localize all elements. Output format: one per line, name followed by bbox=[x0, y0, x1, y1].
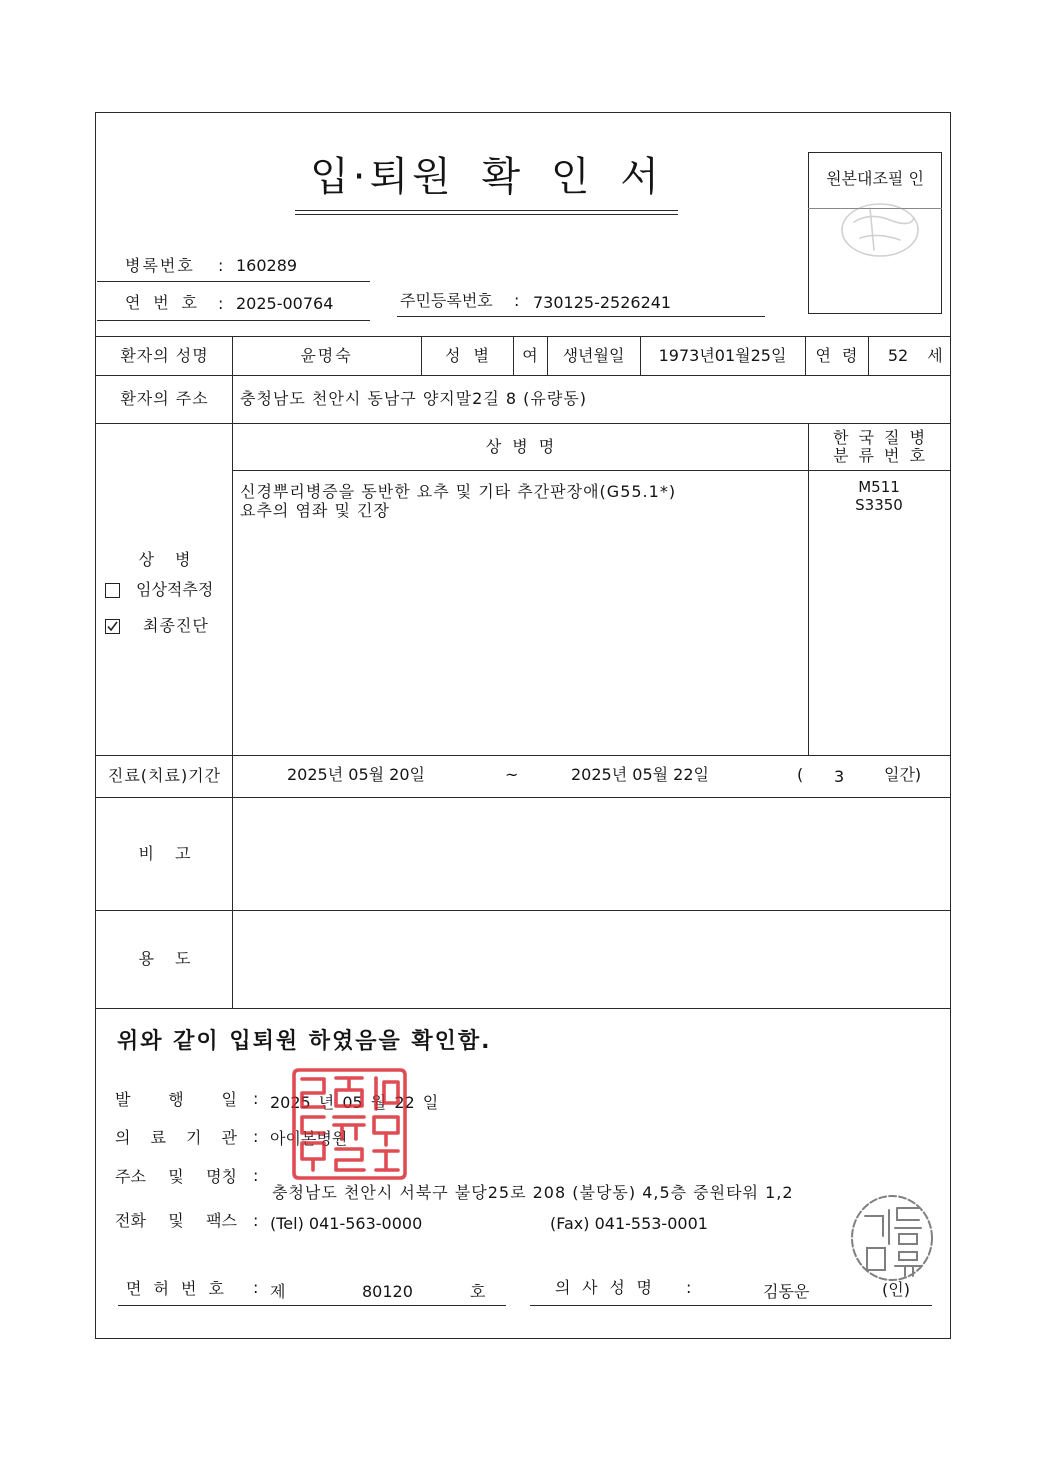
certification-statement: 위와 같이 입퇴원 하였음을 확인함. bbox=[117, 1029, 492, 1054]
record-no-value: 160289 bbox=[236, 256, 298, 275]
doctor-seal bbox=[845, 1190, 940, 1290]
institution-address-colon: : bbox=[253, 1166, 259, 1185]
check-icon bbox=[106, 620, 119, 633]
title-underline-top bbox=[295, 210, 678, 211]
doctor-colon: : bbox=[686, 1278, 692, 1297]
license-prefix: 제 bbox=[270, 1282, 286, 1301]
age-value: 52 bbox=[887, 345, 909, 365]
final-diagnosis-label: 최종진단 bbox=[143, 616, 209, 635]
doctor-label: 의 사 성 명 bbox=[555, 1278, 652, 1297]
patient-name-label: 환자의 성명 bbox=[120, 345, 209, 365]
treatment-start-date: 2025년 05월 20일 bbox=[287, 765, 425, 784]
patient-address: 충청남도 천안시 동남구 양지말2길 8 (유량동) bbox=[240, 389, 588, 409]
resident-no-label: 주민등록번호 bbox=[400, 291, 493, 310]
purpose-label: 용 도 bbox=[138, 949, 191, 969]
issue-date-colon: : bbox=[253, 1089, 259, 1108]
license-label: 면 허 번 호 bbox=[126, 1279, 224, 1298]
original-check-label: 원본대조필 인 bbox=[826, 169, 924, 189]
final-diagnosis-checkbox bbox=[105, 619, 120, 634]
tel-value: (Tel) 041-563-0000 bbox=[270, 1214, 423, 1233]
treatment-period-separator: ~ bbox=[505, 765, 519, 784]
record-no-colon: : bbox=[218, 256, 224, 275]
issue-date-value: 2025 년 05 월 22 일 bbox=[270, 1093, 439, 1112]
doctor-name: 김동운 bbox=[763, 1282, 810, 1301]
table-line bbox=[232, 470, 951, 471]
contact-label: 전화 및 팩스 bbox=[115, 1211, 237, 1230]
serial-no-value: 2025-00764 bbox=[236, 294, 334, 313]
resident-no-colon: : bbox=[514, 291, 520, 310]
kcd-header-line1: 한 국 질 병 bbox=[832, 427, 926, 447]
table-column-line bbox=[868, 336, 869, 375]
sex-value: 여 bbox=[522, 345, 538, 365]
issue-date-label: 발 행 일 bbox=[115, 1090, 237, 1109]
doctor-underline bbox=[530, 1305, 932, 1306]
table-line bbox=[95, 1008, 951, 1009]
days-open-paren: ( bbox=[797, 765, 804, 784]
table-column-line bbox=[808, 423, 809, 755]
fax-value: (Fax) 041-553-0001 bbox=[550, 1214, 708, 1233]
patient-address-label: 환자의 주소 bbox=[120, 389, 209, 409]
diagnosis-item-name: 요추의 염좌 및 긴장 bbox=[240, 501, 390, 520]
record-no-label: 병록번호 bbox=[125, 256, 195, 275]
diagnosis-name-header: 상 병 명 bbox=[485, 436, 555, 456]
treatment-days: 3 bbox=[834, 767, 845, 786]
resident-no-value: 730125-2526241 bbox=[533, 293, 672, 312]
diagnosis-item-name: 신경뿌리병증을 동반한 요추 및 기타 추간판장애(G55.1*) bbox=[240, 482, 677, 501]
treatment-days-unit: 일간) bbox=[884, 765, 922, 784]
doctor-seal-mark: (인) bbox=[882, 1280, 910, 1299]
license-suffix: 호 bbox=[470, 1282, 486, 1301]
title-underline-bottom bbox=[295, 214, 678, 215]
clinical-estimate-checkbox bbox=[105, 583, 120, 598]
institution-value: 아이본병원 bbox=[270, 1129, 348, 1148]
sex-label: 성 별 bbox=[445, 345, 489, 365]
treatment-end-date: 2025년 05월 22일 bbox=[571, 765, 709, 784]
document-title: 입·퇴원 확 인 서 bbox=[310, 154, 663, 200]
remarks-label: 비 고 bbox=[138, 843, 191, 863]
birth-value: 1973년01월25일 bbox=[658, 345, 787, 365]
patient-name: 윤명숙 bbox=[300, 345, 353, 365]
clinical-estimate-label: 임상적추정 bbox=[136, 580, 214, 599]
license-colon: : bbox=[253, 1278, 259, 1297]
age-unit: 세 bbox=[927, 345, 943, 365]
kcd-header-line2: 분 류 번 호 bbox=[832, 445, 926, 465]
serial-no-label: 연 번 호 bbox=[125, 293, 197, 312]
hospital-seal bbox=[284, 1063, 414, 1185]
diagnosis-item-code: M511 bbox=[858, 478, 900, 496]
contact-colon: : bbox=[253, 1211, 259, 1230]
license-underline bbox=[118, 1305, 506, 1306]
resident-no-underline bbox=[397, 316, 765, 317]
institution-label: 의 료 기 관 bbox=[115, 1128, 237, 1147]
institution-address-label: 주소 및 명칭 bbox=[115, 1167, 237, 1186]
license-number: 80120 bbox=[362, 1282, 413, 1301]
diagnosis-section-label: 상 병 bbox=[138, 550, 191, 570]
institution-colon: : bbox=[253, 1127, 259, 1146]
original-check-stamp bbox=[830, 192, 926, 262]
diagnosis-item-code: S3350 bbox=[855, 496, 903, 514]
institution-address-value: 충청남도 천안시 서북구 불당25로 208 (불당동) 4,5층 중원타워 1,2 bbox=[272, 1183, 794, 1202]
birth-label: 생년월일 bbox=[562, 345, 625, 365]
age-label: 연 령 bbox=[815, 345, 858, 365]
serial-no-underline bbox=[97, 320, 370, 321]
record-no-underline bbox=[97, 281, 370, 282]
treatment-period-label: 진료(치료)기간 bbox=[107, 766, 222, 786]
serial-no-colon: : bbox=[218, 294, 224, 313]
